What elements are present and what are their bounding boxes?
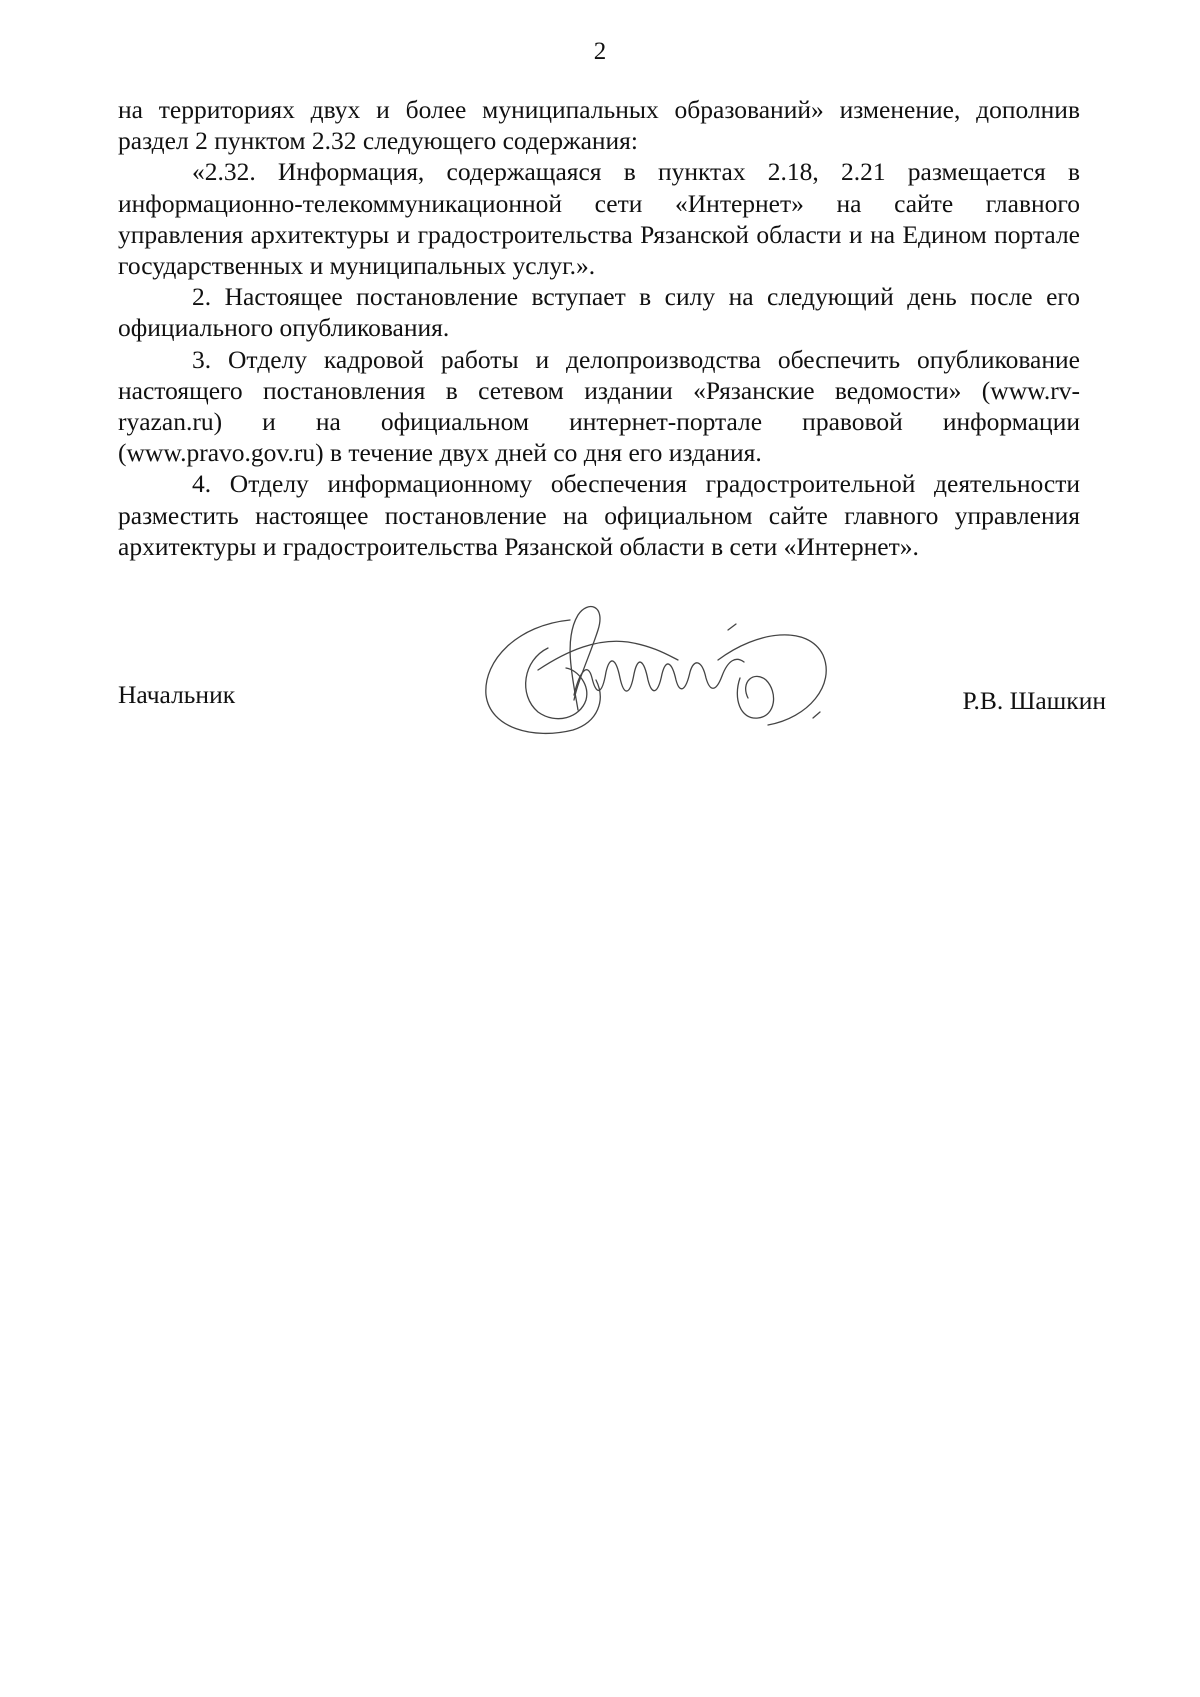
paragraph-item-2: 2. Настоящее постановление вступает в силу на следующий день после его официального опубликования. xyxy=(118,282,1080,343)
handwritten-signature xyxy=(478,600,858,745)
paragraph-item-3: 3. Отделу кадровой работы и делопроизводства обеспечить опубликование настоящего постановления в сетевом издании «Рязанские ведомости» (www.rv-ryazan.ru) и на официальном интернет-портале правовой информации (www.pravo.gov.ru) в течение двух дней со дня его издания. xyxy=(118,344,1080,468)
paragraph-clause-2-32: «2.32. Информация, содержащаяся в пунктах 2.18, 2.21 размещается в информационно-телекоммуникационной сети «Интернет» на сайте главного управления архитектуры и градостроительства Рязанской области и на Едином портале государственных и муниципальных услуг.». xyxy=(118,157,1080,281)
signature-block xyxy=(0,600,1200,740)
signatory-position: Начальник xyxy=(118,680,236,709)
paragraph-item-4: 4. Отделу информационному обеспечения градостроительной деятельности разместить настоящее постановление на официальном сайте главного управления архитектуры и градостроительства Рязанской области в сети «Интернет». xyxy=(118,469,1080,561)
signatory-name: Р.В. Шашкин xyxy=(962,686,1106,715)
paragraph-continuation: на территориях двух и более муниципальных образований» изменение, дополнив раздел 2 пунктом 2.32 следующего содержания: xyxy=(118,95,1080,156)
page-number: 2 xyxy=(593,38,607,65)
document-body xyxy=(118,94,1080,562)
